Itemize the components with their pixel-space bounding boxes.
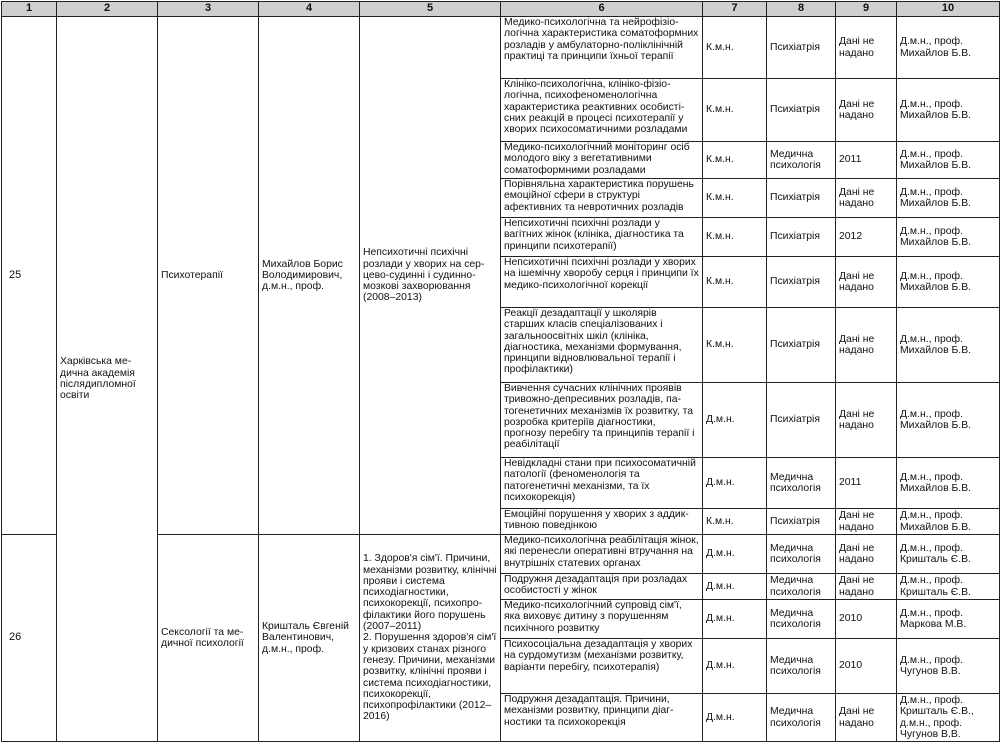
department-cell: Сексології та медичної психології bbox=[158, 535, 259, 742]
col-header-9: 9 bbox=[836, 2, 897, 17]
head-cell: Кришталь Євгеній Валентинович, д.м.н., проф. bbox=[259, 535, 360, 742]
thesis-topics-table bbox=[1, 1, 1000, 742]
department-cell: Психотерапії bbox=[158, 17, 259, 535]
col-header-2: 2 bbox=[57, 2, 158, 17]
row-number: 26 bbox=[2, 535, 57, 742]
institution-cell: Харківська медична академія післядипломної освіти bbox=[57, 17, 158, 742]
degree-cell: К.м.н. bbox=[703, 257, 767, 308]
year-cell: 2011 bbox=[836, 142, 897, 179]
degree-cell: К.м.н. bbox=[703, 308, 767, 383]
specialty-cell: Психіатрія bbox=[767, 218, 836, 257]
col-header-5: 5 bbox=[360, 2, 501, 17]
degree-cell: К.м.н. bbox=[703, 179, 767, 218]
year-cell: Дані не надано bbox=[836, 79, 897, 142]
topic-cell: Подружня дезадаптація. Причини, механізми розвитку, принципи діагностики та психокорекція bbox=[501, 694, 703, 742]
topic-cell: Непсихотичні психічні розлади у хворих на ішемічну хворобу серця і принципи їх медико-психологічної корекції bbox=[501, 257, 703, 308]
supervisor-cell: Д.м.н., проф. Михайлов Б.В. bbox=[897, 509, 1000, 535]
supervisor-cell: Д.м.н., проф. Кришталь Є.В., д.м.н., проф. Чугунов В.В. bbox=[897, 694, 1000, 742]
year-cell: Дані не надано bbox=[836, 574, 897, 600]
degree-cell: К.м.н. bbox=[703, 218, 767, 257]
degree-cell: К.м.н. bbox=[703, 509, 767, 535]
degree-cell: Д.м.н. bbox=[703, 383, 767, 458]
year-cell: 2011 bbox=[836, 458, 897, 509]
supervisor-cell: Д.м.н., проф. Кришталь Є.В. bbox=[897, 574, 1000, 600]
year-cell: 2010 bbox=[836, 600, 897, 639]
topic-cell: Подружня дезадаптація при розладах особистості у жінок bbox=[501, 574, 703, 600]
col-header-10: 10 bbox=[897, 2, 1000, 17]
specialty-cell: Медична психологія bbox=[767, 142, 836, 179]
specialty-cell: Медична психологія bbox=[767, 535, 836, 574]
year-cell: Дані не надано bbox=[836, 509, 897, 535]
degree-cell: Д.м.н. bbox=[703, 458, 767, 509]
header-row bbox=[2, 2, 1000, 17]
year-cell: Дані не надано bbox=[836, 308, 897, 383]
specialty-cell: Психіатрія bbox=[767, 509, 836, 535]
supervisor-cell: Д.м.н., проф. Михайлов Б.В. bbox=[897, 142, 1000, 179]
supervisor-cell: Д.м.н., проф. Михайлов Б.В. bbox=[897, 257, 1000, 308]
topic-cell: Психосоціальна дезадаптація у хворих на сурдомутизм (механізми розвитку, варіанти перебігу, психотерапія) bbox=[501, 639, 703, 694]
specialty-cell: Психіатрія bbox=[767, 179, 836, 218]
topic-cell: Клініко-психологічна, клініко-фізіологічна, психофеноменологічна характеристика реактивних особистісних реакцій в процесі психотерапії у хворих психосоматичними розладами bbox=[501, 79, 703, 142]
topic-cell: Медико-психологічний супровід сім'ї, яка виховує дитину з порушенням психічного розвитку bbox=[501, 600, 703, 639]
supervisor-cell: Д.м.н., проф. Михайлов Б.В. bbox=[897, 308, 1000, 383]
specialty-cell: Медична психологія bbox=[767, 639, 836, 694]
year-cell: Дані не надано bbox=[836, 257, 897, 308]
col-header-8: 8 bbox=[767, 2, 836, 17]
research-theme-cell: Непсихотичні психічні розлади у хворих на серцево-судинні і судинно-мозкові захворювання (2008–2013) bbox=[360, 17, 501, 535]
topic-cell: Медико-психологічна та нейрофізіологічна характеристика соматоформних розладів у амбулаторно-поліклінічній практиці та принципи їхньої терапії bbox=[501, 17, 703, 79]
degree-cell: К.м.н. bbox=[703, 17, 767, 79]
col-header-6: 6 bbox=[501, 2, 703, 17]
year-cell: Дані не надано bbox=[836, 383, 897, 458]
head-cell: Михайлов Борис Володимирович, д.м.н., проф. bbox=[259, 17, 360, 535]
year-cell: Дані не надано bbox=[836, 535, 897, 574]
topic-cell: Медико-психологічний моніторинг осіб молодого віку з вегетативними соматоформними розладами bbox=[501, 142, 703, 179]
supervisor-cell: Д.м.н., проф. Михайлов Б.В. bbox=[897, 458, 1000, 509]
col-header-1: 1 bbox=[2, 2, 57, 17]
supervisor-cell: Д.м.н., проф. Михайлов Б.В. bbox=[897, 79, 1000, 142]
topic-cell: Реакції дезадаптації у школярів старших класів спеціалізованих і загальноосвітніх шкіл (клініка, діагностика, механізми формування, принципи відновлювальної терапії і профілактики) bbox=[501, 308, 703, 383]
degree-cell: Д.м.н. bbox=[703, 535, 767, 574]
specialty-cell: Медична психологія bbox=[767, 694, 836, 742]
degree-cell: Д.м.н. bbox=[703, 639, 767, 694]
topic-cell: Вивчення сучасних клінічних проявів тривожно-депресивних розладів, патогенетичних механізмів їх розвитку, та розробка критеріїв діагностики, прогнозу перебігу та принципів терапії і реабілітації bbox=[501, 383, 703, 458]
specialty-cell: Психіатрія bbox=[767, 17, 836, 79]
table-row bbox=[2, 17, 1000, 79]
specialty-cell: Психіатрія bbox=[767, 308, 836, 383]
research-theme-cell: 1. Здоров'я сім'ї. Причини, механізми розвитку, клінічні прояви і система психодіагностики, психокорекції, психопрофілактики його порушень (2007–2011) 2. Порушення здоров'я сім'ї у кризових станах різного генезу. Причини, механізми розвитку, клінічні прояви і система психодіагностики, психокорекції, психопрофілактики (2012–2016) bbox=[360, 535, 501, 742]
supervisor-cell: Д.м.н., проф. Михайлов Б.В. bbox=[897, 179, 1000, 218]
specialty-cell: Медична психологія bbox=[767, 600, 836, 639]
col-header-3: 3 bbox=[158, 2, 259, 17]
year-cell: Дані не надано bbox=[836, 179, 897, 218]
degree-cell: К.м.н. bbox=[703, 79, 767, 142]
supervisor-cell: Д.м.н., проф. Кришталь Є.В. bbox=[897, 535, 1000, 574]
col-header-4: 4 bbox=[259, 2, 360, 17]
degree-cell: Д.м.н. bbox=[703, 694, 767, 742]
year-cell: Дані не надано bbox=[836, 17, 897, 79]
topic-cell: Невідкладні стани при психосоматичній патології (феноменологія та патогенетичні механізми, та їх психокорекція) bbox=[501, 458, 703, 509]
supervisor-cell: Д.м.н., проф. Чугунов В.В. bbox=[897, 639, 1000, 694]
degree-cell: Д.м.н. bbox=[703, 600, 767, 639]
specialty-cell: Медична психологія bbox=[767, 574, 836, 600]
year-cell: 2012 bbox=[836, 218, 897, 257]
specialty-cell: Психіатрія bbox=[767, 383, 836, 458]
topic-cell: Порівняльна характеристика порушень емоційної сфери в структурі афективних та невротичних розладів bbox=[501, 179, 703, 218]
col-header-7: 7 bbox=[703, 2, 767, 17]
specialty-cell: Медична психологія bbox=[767, 458, 836, 509]
topic-cell: Непсихотичні психічні розлади у вагітних жінок (клініка, діагностика та принципи психотерапії) bbox=[501, 218, 703, 257]
specialty-cell: Психіатрія bbox=[767, 79, 836, 142]
year-cell: Дані не надано bbox=[836, 694, 897, 742]
year-cell: 2010 bbox=[836, 639, 897, 694]
row-number: 25 bbox=[2, 17, 57, 535]
supervisor-cell: Д.м.н., проф. Маркова М.В. bbox=[897, 600, 1000, 639]
degree-cell: К.м.н. bbox=[703, 142, 767, 179]
specialty-cell: Психіатрія bbox=[767, 257, 836, 308]
supervisor-cell: Д.м.н., проф. Михайлов Б.В. bbox=[897, 383, 1000, 458]
supervisor-cell: Д.м.н., проф. Михайлов Б.В. bbox=[897, 218, 1000, 257]
topic-cell: Емоційні порушення у хворих з аддиктивною поведінкою bbox=[501, 509, 703, 535]
degree-cell: Д.м.н. bbox=[703, 574, 767, 600]
supervisor-cell: Д.м.н., проф. Михайлов Б.В. bbox=[897, 17, 1000, 79]
topic-cell: Медико-психологічна реабілітація жінок, які перенесли оперативні втручання на внутрішніх статевих органах bbox=[501, 535, 703, 574]
